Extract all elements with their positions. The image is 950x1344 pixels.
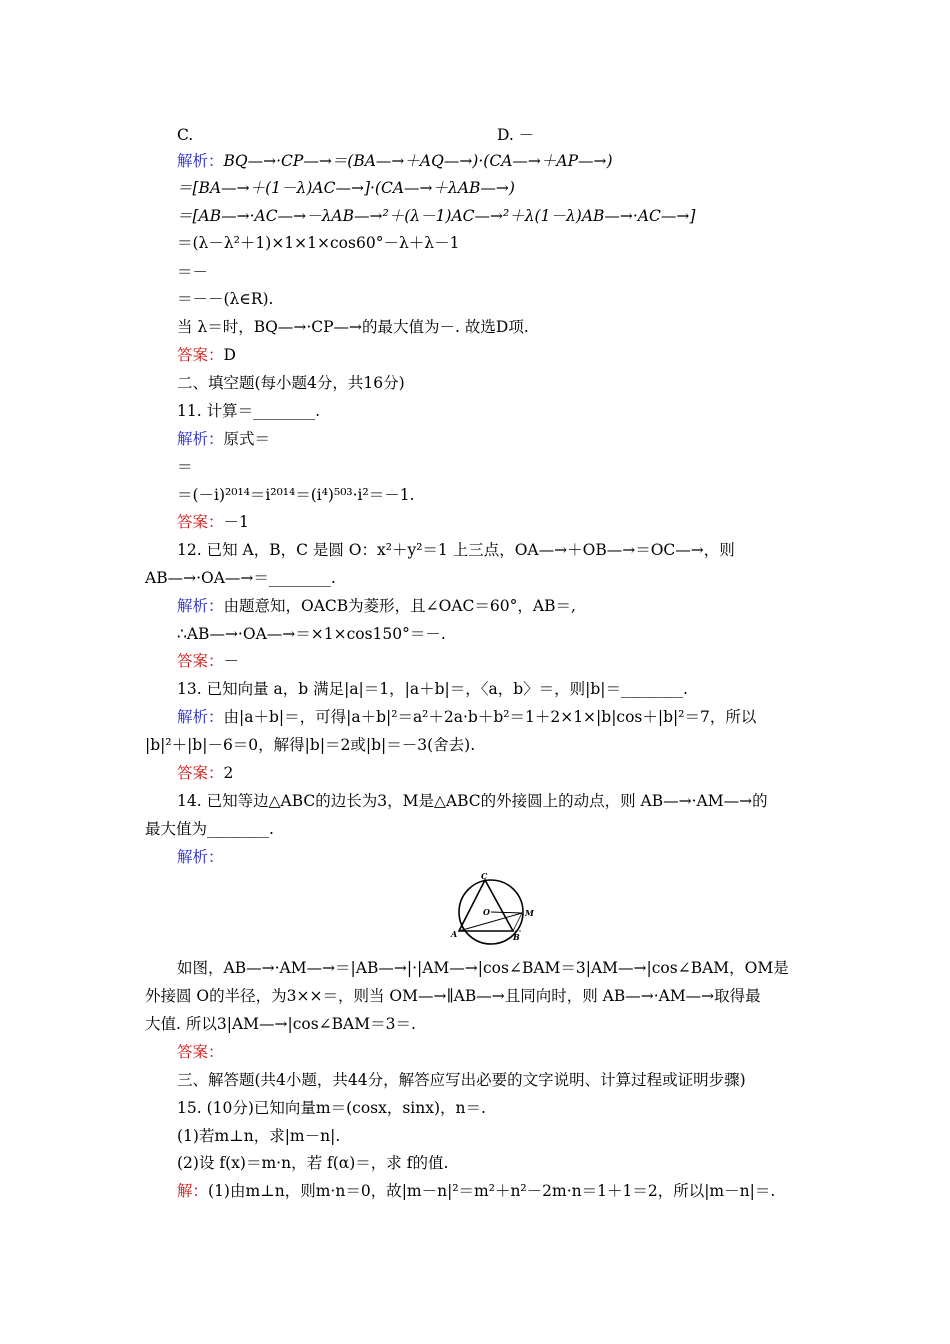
q10-solution-line-1 [177,151,613,171]
q14-solution-line-3: 大值. 所以3|AM—→|cos∠BAM＝3＝. [145,1015,416,1033]
q14-answer-label: 答案： [177,1043,224,1061]
q10-solution-line-6: ＝－－(λ∈R). [177,290,274,308]
q10-solution-line-3: ＝[AB—→·AC—→－λAB—→²＋(λ－1)AC—→²＋λ(1－λ)AB—→·AC—→] [177,207,696,225]
q15-part-2: (2)设 f(x)＝m·n，若 f(α)＝，求 f的值. [177,1154,449,1172]
q11-solution-line-3: ＝(－i)²⁰¹⁴＝i²⁰¹⁴＝(i⁴)⁵⁰³·i²＝－1. [177,486,415,504]
segment-am [459,913,522,931]
q10-solution-line-7: 当 λ＝时，BQ—→·CP—→的最大值为－. 故选D项. [177,318,529,336]
answer-value: －1 [223,513,249,531]
q14-solution-line-1: 如图，AB—→·AM—→＝|AB—→|·|AM—→|cos∠BAM＝3|AM—→|cos∠BAM，OM是 [177,959,789,977]
q13-solution-line-1 [177,707,756,727]
q12-solution-line-1 [177,596,576,616]
q14-stem-line-1: 14. 已知等边△ABC的边长为3，M是△ABC的外接圆上的动点，则 AB—→·AM—→的 [177,792,768,810]
q14-solution-label: 解析： [177,848,224,866]
solution-label: 解析： [177,152,224,170]
option-c: C. [177,126,194,144]
section-2-heading: 二、填空题(每小题4分，共16分) [177,374,405,392]
solution-label: 解析： [177,430,224,448]
answer-label: 答案： [177,652,224,670]
q10-solution-line-2: ＝[BA—→＋(1－λ)AC—→]·(CA—→＋λAB—→) [177,179,515,197]
solution-label: 解析： [177,708,224,726]
answer-value: － [223,652,240,670]
label-o: O [483,907,490,917]
q11-stem: 11. 计算＝________. [177,402,321,420]
solution-text: (1)由m⊥n，则m·n＝0，故|m－n|²＝m²＋n²－2m·n＝1＋1＝2，所以|m－n|＝. [208,1182,776,1200]
q15-stem: 15. (10分)已知向量m＝(cosx，sinx)，n＝. [177,1099,486,1117]
answer-value: 2 [223,764,234,782]
q12-stem-line-1: 12. 已知 A，B，C 是圆 O：x²＋y²＝1 上三点，OA—→＋OB—→＝OC—→，则 [177,541,735,559]
q13-solution-line-2: |b|²＋|b|－6＝0，解得|b|＝2或|b|＝－3(舍去). [145,736,476,754]
solution-text: 由题意知，OACB为菱形，且∠OAC＝60°，AB＝, [223,597,576,615]
q12-solution-line-2: ∴AB—→·OA—→＝×1×cos150°＝－. [177,625,446,643]
q10-answer [177,345,236,365]
option-d: D. － [497,126,535,144]
solution-label: 解： [177,1182,209,1200]
circle-triangle-figure [449,872,537,948]
q10-solution-line-5: ＝－ [177,263,209,281]
answer-value: D [223,346,236,364]
q12-answer [177,651,239,671]
segment-om [491,912,522,913]
label-m: M [525,908,534,918]
solution-text: BQ—→·CP—→＝(BA—→＋AQ—→)·(CA—→＋AP—→) [223,152,613,170]
q13-stem: 13. 已知向量 a，b 满足|a|＝1，|a＋b|＝，〈a，b〉＝，则|b|＝________. [177,680,688,698]
label-b: B [513,932,520,942]
q15-part-1: (1)若m⊥n，求|m－n|. [177,1127,341,1145]
answer-label: 答案： [177,346,224,364]
solution-text: 原式＝ [223,430,271,448]
q14-solution-line-2: 外接圆 O的半径，为3××＝，则当 OM—→∥AB—→且同向时，则 AB—→·AM—→取得最 [145,987,761,1005]
solution-label: 解析： [177,597,224,615]
q11-solution-line-1 [177,429,270,449]
q11-answer [177,512,249,532]
answer-label: 答案： [177,764,224,782]
label-a: A [451,929,458,939]
section-3-heading: 三、解答题(共4小题，共44分，解答应写出必要的文字说明、计算过程或证明步骤) [177,1071,746,1089]
q13-answer [177,763,233,783]
q11-solution-line-2: ＝ [177,458,193,476]
solution-text: 由|a＋b|＝，可得|a＋b|²＝a²＋2a·b＋b²＝1＋2×1×|b|cos＋|b|²＝7，所以 [223,708,757,726]
answer-label: 答案： [177,513,224,531]
q14-stem-line-2: 最大值为________. [145,820,274,838]
q12-stem-line-2: AB—→·OA—→＝________. [145,569,336,587]
q15-solution-line-1 [177,1181,775,1201]
q10-solution-line-4: ＝(λ－λ²＋1)×1×1×cos60°－λ＋λ－1 [177,234,460,252]
label-c: C [481,872,488,881]
